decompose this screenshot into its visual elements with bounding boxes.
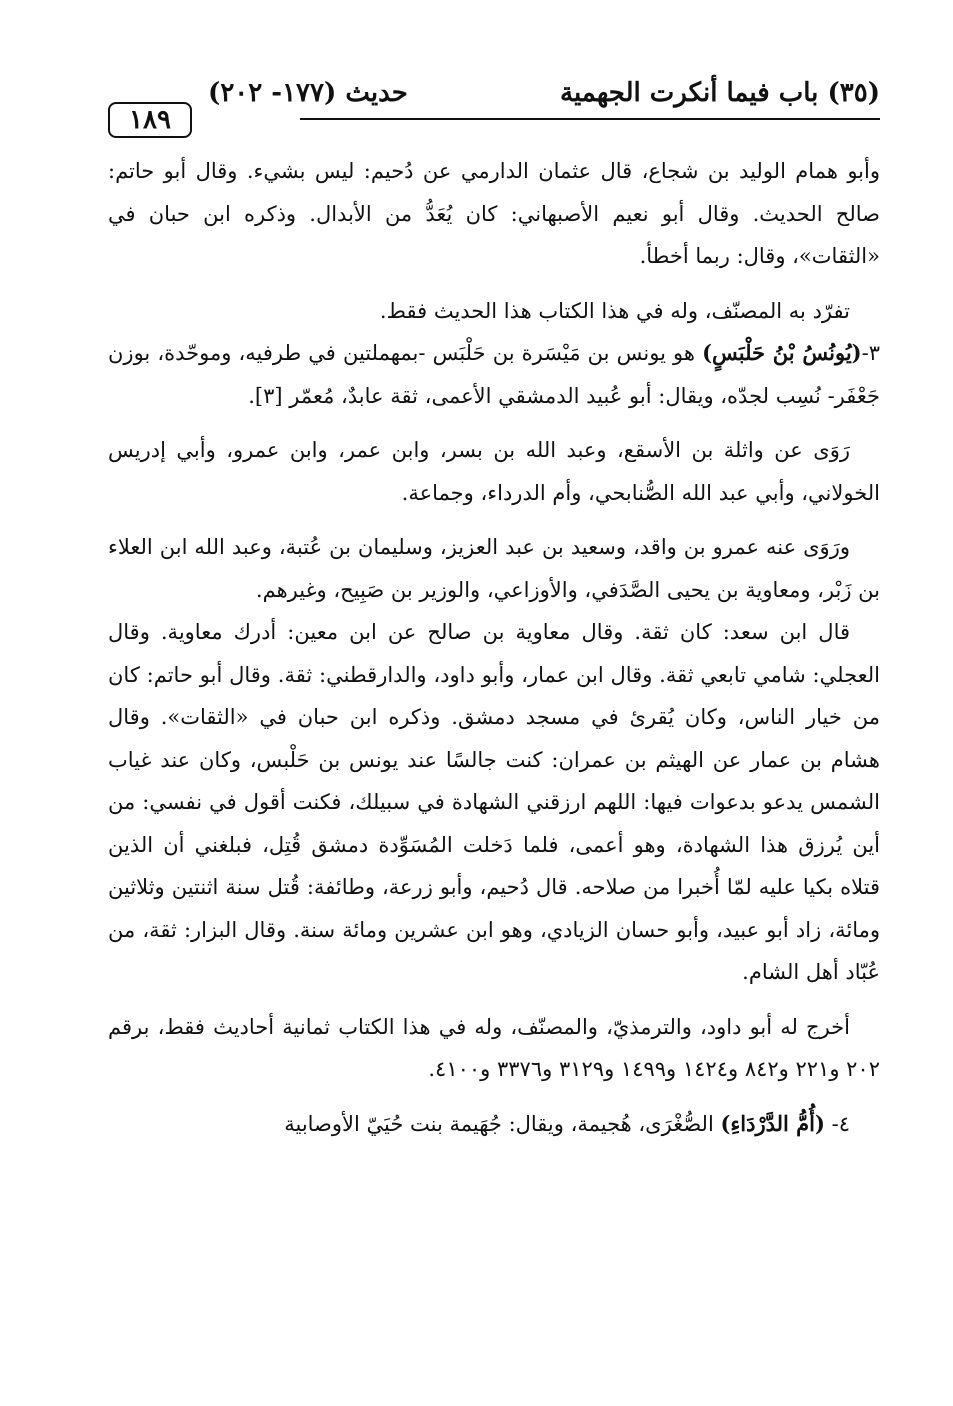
chapter-title: (٣٥) باب فيما أنكرت الجهمية <box>560 78 880 108</box>
paragraph: أخرج له أبو داود، والترمذيّ، والمصنّف، وله في هذا الكتاب ثمانية أحاديث فقط، برقم ٢٠٢ و٢٢١ و٨٤٢ و١٤٢٤ و١٤٩٩ و٣١٢٩ و٣٣٧٦ و٤١٠٠. <box>108 1014 880 1081</box>
hadith-range: حديث (١٧٧- ٢٠٢) <box>208 78 408 108</box>
entry-number: ٣- <box>861 341 880 365</box>
narrator-name: (يُونُسُ بْنُ حَلْبَسٍ) <box>702 340 862 365</box>
entry-number: ٤- <box>824 1111 850 1136</box>
header-rule <box>300 118 880 120</box>
narrator-name: (أُمُّ الدَّرْدَاءِ) <box>720 1110 825 1136</box>
running-header <box>108 74 880 135</box>
paragraph: تفرّد به المصنّف، وله في هذا الكتاب هذا الحديث فقط. <box>379 298 850 323</box>
page-number-box <box>108 102 192 138</box>
paragraph-narrator-entry: ٣-(يُونُسُ بْنُ حَلْبَسٍ) هو يونس بن مَيْسَرة بن حَلْبَس -بمهملتين في طرفيه، وموحّدة، بوزن جَعْفَر- نُسِب لجدّه، ويقال: أبو عُبيد الدمشقي الأعمى، ثقة عابدٌ، مُعمّر [٣]. <box>108 340 880 408</box>
paragraph: وأبو همام الوليد بن شجاع، قال عثمان الدارمي عن دُحيم: ليس بشيء. وقال أبو حاتم: صالح الحديث. وقال أبو نعيم الأصبهاني: كان يُعَدُّ من الأبدال. وذكره ابن حبان في «الثقات»، وقال: ربما أخطأ. <box>108 159 880 268</box>
body-text <box>108 150 880 1145</box>
page-number: ١٨٩ <box>129 105 171 135</box>
paragraph: ورَوَى عنه عمرو بن واقد، وسعيد بن عبد العزيز، وسليمان بن عُتبة، وعبد الله ابن العلاء بن زَبْر، ومعاوية بن يحيى الصَّدَفي، والأوزاعي، والوزير بن صَبِيح، وغيرهم. <box>108 535 880 602</box>
paragraph-narrator-entry: ٤- (أُمُّ الدَّرْدَاءِ) الصُّغْرَى، هُجيمة، ويقال: جُهَيمة بنت حُيَيّ الأوصابية <box>284 1110 850 1136</box>
paragraph: رَوَى عن واثلة بن الأسقع، وعبد الله بن بسر، وابن عمر، وابن عمرو، وأبي إدريس الخولاني، وأبي عبد الله الصُّنابحي، وأم الدرداء، وجماعة. <box>108 438 880 505</box>
paragraph: قال ابن سعد: كان ثقة. وقال معاوية بن صالح عن ابن معين: أدرك معاوية. وقال العجلي: شامي تابعي ثقة. وقال ابن عمار، وأبو داود، والدارقطني: ثقة. وقال أبو حاتم: كان من خيار الناس، وكان يُقرئ في مسجد دمشق. وذكره ابن حبان في «الثقات». وقال هشام بن عمار عن الهيثم بن عمران: كنت جالسًا عند يونس بن حَلْبس، وكان عند غياب الشمس يدعو بدعوات فيها: اللهم ارزقني الشهادة في سبيلك، فكنت أقول في نفسي: من أين يُرزق هذا الشهادة، وهو أعمى، فلما دَخلت المُسَوِّدة دمشق قُتِل، فبلغني أن الذين قتلاه بكيا عليه لمّا أُخبرا من صلاحه. قال دُحيم، وأبو زرعة، وطائفة: قُتل سنة اثنتين وثلاثين ومائة، زاد أبو عبيد، وأبو حسان الزيادي، وهو ابن عشرين ومائة سنة. وقال البزار: ثقة، من عُبّاد أهل الشام. <box>108 620 880 984</box>
